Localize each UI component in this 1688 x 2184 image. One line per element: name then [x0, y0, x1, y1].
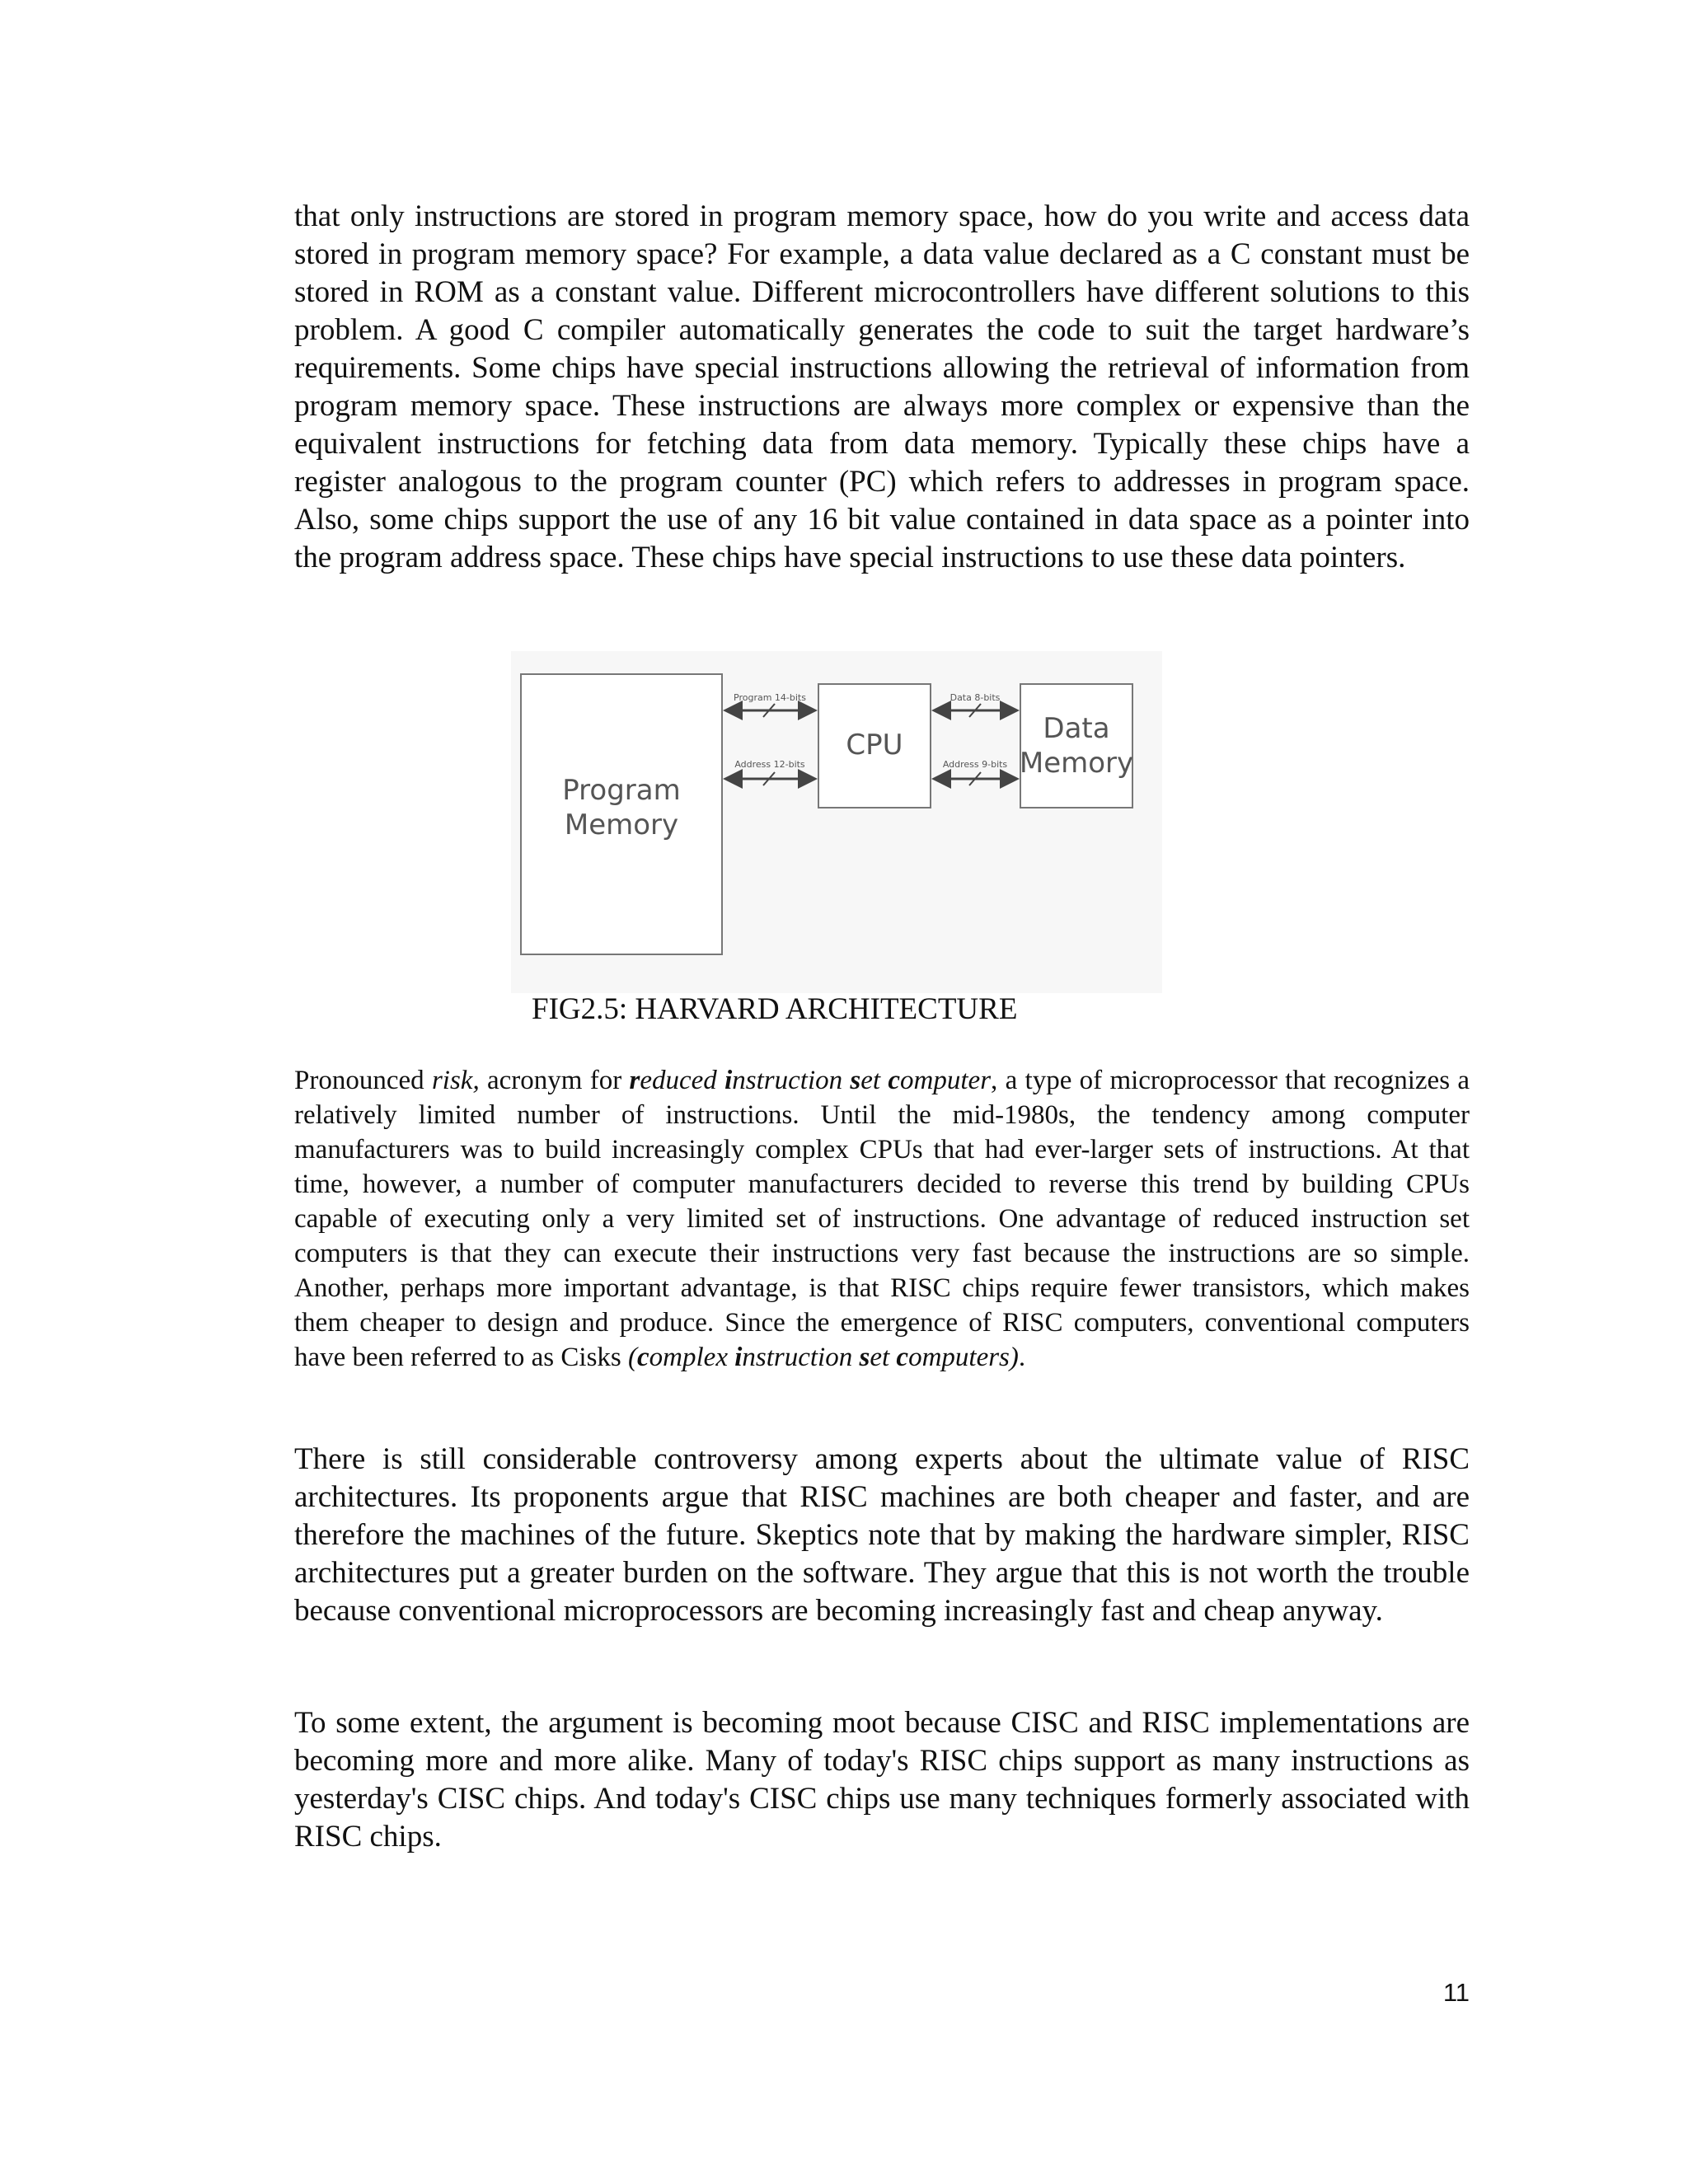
text-run-italic: et — [860, 1066, 889, 1095]
paragraph-program-memory-access: that only instructions are stored in program memory space, how do you write and access data stored in program memory space? For example, a data value declared as a C constant must be stored in ROM as a constant value. Different microcontrollers have different solutions to this problem. A good C compiler automatically generates the code to suit the target hardware’s requirements. Some chips have special instructions allowing the retrieval of information from program memory space. These instructions are always more complex or expensive than the equivalent instructions for fetching data from data memory. Typically these chips have a register analogous to the program counter (PC) which refers to addresses in program space. Also, some chips support the use of any 16 bit value contained in data space as a pointer into the program address space. These chips have special instructions to use these data pointers. — [294, 199, 1470, 574]
paragraph-risc-controversy: There is still considerable controversy among experts about the ultimate value of RISC architectures. Its proponents argue that RISC machines are both cheaper and faster, and are therefore the machines of the future. Skeptics note that by making the hardware simpler, RISC architectures put a greater burden on the software. They argue that this is not worth the trouble because conventional microprocessors are becoming increasingly fast and cheap anyway. — [294, 1442, 1470, 1628]
acronym-letter: i — [734, 1343, 743, 1372]
acronym-letter: i — [724, 1066, 733, 1095]
data-memory-label-1: Data — [1043, 712, 1110, 745]
acronym-letter: s — [850, 1066, 861, 1095]
data-memory-box — [1020, 684, 1132, 808]
diagram-svg — [511, 651, 1162, 993]
data-memory-label-2: Memory — [1019, 747, 1134, 780]
acronym-letter: r — [629, 1066, 640, 1095]
text-run-italic: nstruction — [732, 1066, 851, 1095]
text-run-italic: omputers) — [908, 1343, 1019, 1372]
acronym-letter: c — [637, 1343, 649, 1372]
page-number: 11 — [1442, 1978, 1470, 2007]
paragraph-cisc-risc-convergence: To some extent, the argument is becoming moot because CISC and RISC implementations are becoming more and more alike. Many of today's RISC chips support as many instructions as yesterday's CISC chips. And today's CISC chips use many techniques formerly associated with RISC chips. — [294, 1706, 1470, 1854]
figure-caption: FIG2.5: HARVARD ARCHITECTURE — [532, 992, 1018, 1026]
text-run-italic: nstruction — [742, 1343, 860, 1372]
program-memory-label-2: Memory — [564, 808, 679, 841]
paragraph-risc-definition — [294, 1063, 1470, 1375]
address-bus-left-label: Address 12-bits — [734, 759, 805, 770]
program-bus-label: Program 14-bits — [734, 692, 806, 703]
text-run-italic: omputer — [900, 1066, 992, 1095]
acronym-letter: c — [888, 1066, 901, 1095]
harvard-architecture-diagram — [511, 651, 1162, 993]
program-memory-label-1: Program — [562, 774, 681, 807]
acronym-letter: s — [859, 1343, 870, 1372]
text-run: Pronounced — [294, 1066, 432, 1095]
acronym-letter: c — [896, 1343, 909, 1372]
address-bus-right-label: Address 9-bits — [942, 759, 1008, 770]
text-run: . — [1018, 1343, 1026, 1372]
text-run-italic: omplex — [649, 1343, 735, 1372]
data-bus-label: Data 8-bits — [950, 692, 1001, 703]
text-run-italic: educed — [640, 1066, 725, 1095]
text-run: acronym for — [479, 1066, 630, 1095]
text-run-italic: ( — [628, 1343, 638, 1372]
text-run-italic: risk, — [431, 1066, 480, 1095]
cpu-label: CPU — [846, 729, 903, 762]
text-run: , a type of microprocessor that recognizes a relatively limited number of instructions. Until the mid-1980s, the tendency among computer manufacturers was to build increasingly complex CPUs that had ever-larger sets of instructions. At that time, however, a number of computer manufacturers decided to reverse this trend by building CPUs capable of executing only a very limited set of instructions. One advantage of reduced instruction set computers is that they can execute their instructions very fast because the instructions are so simple. Another, perhaps more important advantage, is that RISC chips require fewer transistors, which makes them cheaper to design and produce. Since the emergence of RISC computers, conventional computers have been referred to as Cisks — [294, 1066, 1470, 1372]
text-run-italic: et — [870, 1343, 897, 1372]
